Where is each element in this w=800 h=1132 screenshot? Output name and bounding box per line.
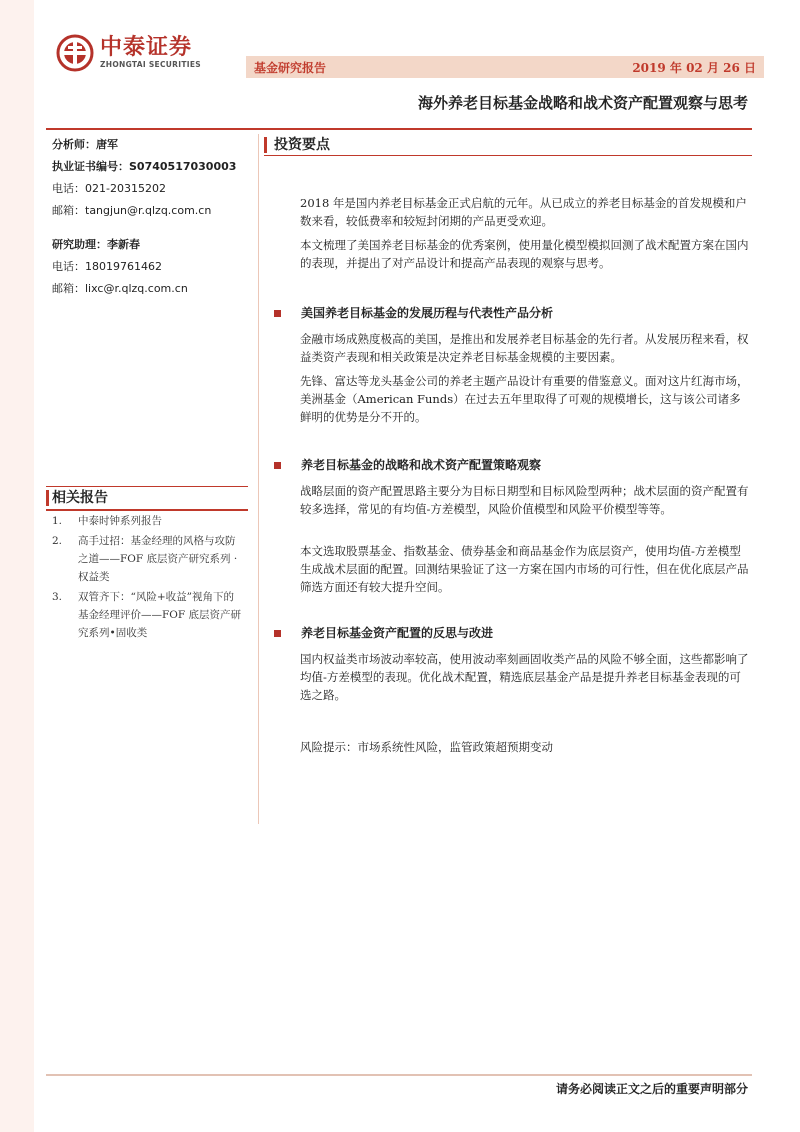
email-row xyxy=(52,200,242,222)
section-1-paragraph-1: 金融市场成熟度极高的美国，是推出和发展养老目标基金的先行者。从发展历程来看，权益类资产表现和相关政策是决定养老目标基金规模的主要因素。 xyxy=(300,332,749,364)
bullet-square-icon xyxy=(274,310,281,317)
logo-mark-icon xyxy=(56,34,94,72)
email-value[interactable]: tangjun@r.qlzq.com.cn xyxy=(85,204,212,217)
analyst-label: 分析师： xyxy=(52,138,96,151)
assistant-label: 研究助理： xyxy=(52,238,107,251)
section-3-paragraph-1: 国内权益类市场波动率较高，使用波动率刻画固收类产品的风险不够全面，这些都影响了均值-方差模型的表现。优化战术配置，精选底层基金产品是提升养老目标基金表现的可选之路。 xyxy=(300,652,749,702)
assistant-name: 李新春 xyxy=(107,238,140,251)
list-item[interactable] xyxy=(52,532,242,586)
list-item-number: 2. xyxy=(52,535,63,547)
assistant-email-row xyxy=(52,278,242,300)
assistant-phone-value: 18019761462 xyxy=(85,260,162,273)
phone-value: 021-20315202 xyxy=(85,182,166,195)
investment-highlights-heading: 投资要点 xyxy=(264,134,752,156)
section-1-title: 美国养老目标基金的发展历程与代表性产品分析 xyxy=(301,306,554,320)
assistant-phone-label: 电话： xyxy=(52,260,85,273)
section-2-paragraph-2: 本文选取股票基金、指数基金、债券基金和商品基金作为底层资产，使用均值-方差模型生成战术层面的配置。回测结果验证了这一方案在国内市场的可行性，但在优化底层产品筛选方面还有较大提升空间。 xyxy=(300,544,749,594)
bullet-square-icon xyxy=(274,630,281,637)
analyst-row xyxy=(52,134,242,156)
logo-chinese-name: 中泰证券 xyxy=(100,35,193,60)
list-item[interactable] xyxy=(52,512,242,530)
related-reports-heading: 相关报告 xyxy=(46,486,248,511)
section-1-heading xyxy=(274,304,750,322)
top-divider xyxy=(46,128,752,130)
risk-notice: 风险提示：市场系统性风险，监管政策超预期变动 xyxy=(300,740,553,754)
phone-label: 电话： xyxy=(52,182,85,195)
cert-label: 执业证书编号： xyxy=(52,160,129,173)
email-label: 邮箱： xyxy=(52,204,85,217)
footer-divider xyxy=(46,1074,752,1076)
section-3-title: 养老目标基金资产配置的反思与改进 xyxy=(301,626,494,640)
bullet-square-icon xyxy=(274,462,281,469)
footer-disclaimer: 请务必阅读正文之后的重要声明部分 xyxy=(555,1082,748,1096)
company-logo xyxy=(56,30,226,76)
section-3-heading xyxy=(274,624,750,642)
phone-row xyxy=(52,178,242,200)
intro-paragraph-2: 本文梳理了美国养老目标基金的优秀案例，使用量化模型模拟回测了战术配置方案在国内的表现，并提出了对产品设计和提高产品表现的观察与思考。 xyxy=(300,238,749,270)
header-bar xyxy=(246,56,764,78)
list-item[interactable] xyxy=(52,588,242,642)
document-title: 海外养老目标基金战略和战术资产配置观察与思考 xyxy=(417,94,748,112)
analyst-name: 唐军 xyxy=(96,138,118,151)
cert-number: S0740517030003 xyxy=(129,160,237,173)
assistant-email-label: 邮箱： xyxy=(52,282,85,295)
list-item-text: 双管齐下：“风险+收益”视角下的基金经理评价——FOF 底层资产研究系列•固收类 xyxy=(78,591,242,639)
section-2-paragraph-1: 战略层面的资产配置思路主要分为目标日期型和目标风险型两种；战术层面的资产配置有较多选择，常见的有均值-方差模型，风险价值模型和风险平价模型等等。 xyxy=(300,484,749,516)
cert-row xyxy=(52,156,242,178)
left-margin-strip xyxy=(0,0,34,1132)
logo-english-name: ZHONGTAI SECURITIES xyxy=(100,60,201,69)
report-date: 2019 年 02 月 26 日 xyxy=(632,60,756,75)
assistant-row xyxy=(52,234,242,256)
section-2-heading xyxy=(274,456,750,474)
related-reports-list xyxy=(52,512,242,644)
column-divider xyxy=(258,134,259,824)
list-item-number: 3. xyxy=(52,591,63,603)
section-2-title: 养老目标基金的战略和战术资产配置策略观察 xyxy=(301,458,542,472)
list-item-text: 高手过招：基金经理的风格与攻防之道——FOF 底层资产研究系列 · 权益类 xyxy=(78,535,238,583)
list-item-text: 中泰时钟系列报告 xyxy=(78,515,162,527)
analyst-info xyxy=(52,134,242,300)
assistant-email-value[interactable]: lixc@r.qlzq.com.cn xyxy=(85,282,188,295)
report-category: 基金研究报告 xyxy=(254,60,327,75)
section-1-paragraph-2: 先锋、富达等龙头基金公司的养老主题产品设计有重要的借鉴意义。面对这片红海市场，美洲基金（American Funds）在过去五年里取得了可观的规模增长，这与该公司诸多鲜明的优势是分不开的。 xyxy=(300,374,749,424)
intro-paragraph-1: 2018 年是国内养老目标基金正式启航的元年。从已成立的养老目标基金的首发规模和户数来看，较低费率和较短封闭期的产品更受欢迎。 xyxy=(300,196,747,228)
assistant-phone-row xyxy=(52,256,242,278)
list-item-number: 1. xyxy=(52,515,63,527)
